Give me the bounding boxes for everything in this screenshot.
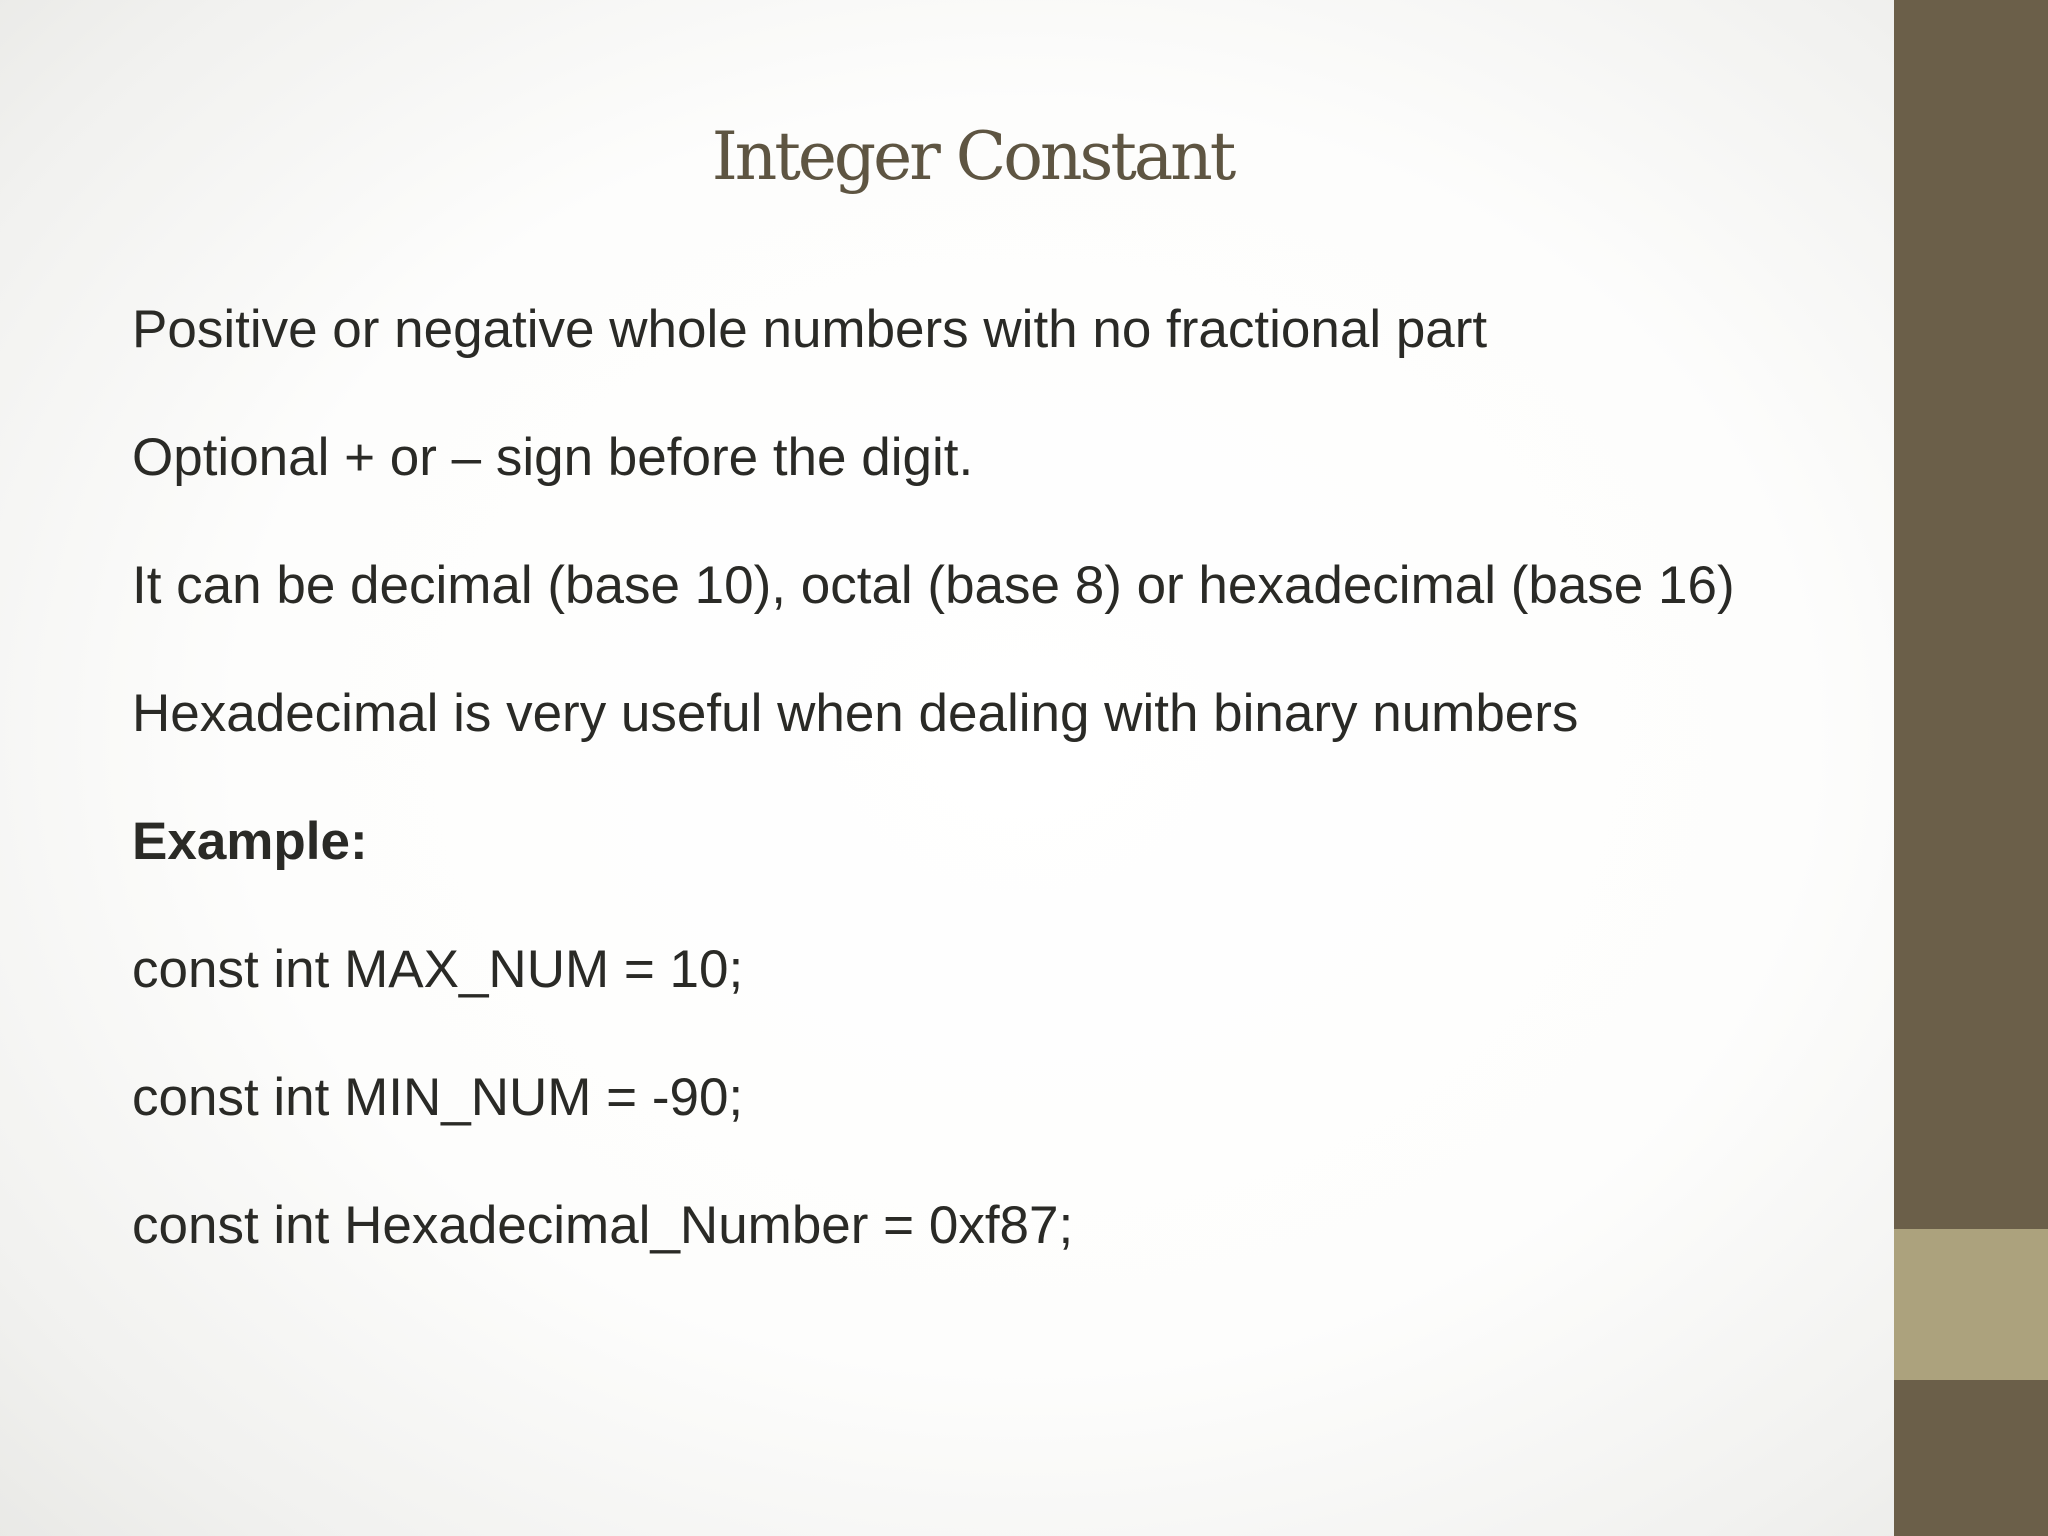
sidebar-accent-block [1894, 1229, 2048, 1380]
example-heading: Example: [132, 812, 368, 871]
code-line-max-num: const int MAX_NUM = 10; [132, 940, 744, 999]
bullet-line-4: Hexadecimal is very useful when dealing with binary numbers [132, 684, 1579, 743]
bullet-line-1: Positive or negative whole numbers with no fractional part [132, 300, 1488, 359]
bullet-line-3: It can be decimal (base 10), octal (base 8) or hexadecimal (base 16) [132, 556, 1735, 615]
slide-title: Integer Constant [711, 118, 1234, 195]
code-line-hex-number: const int Hexadecimal_Number = 0xf87; [132, 1196, 1074, 1255]
bullet-line-2: Optional + or – sign before the digit. [132, 428, 974, 487]
code-line-min-num: const int MIN_NUM = -90; [132, 1068, 744, 1127]
